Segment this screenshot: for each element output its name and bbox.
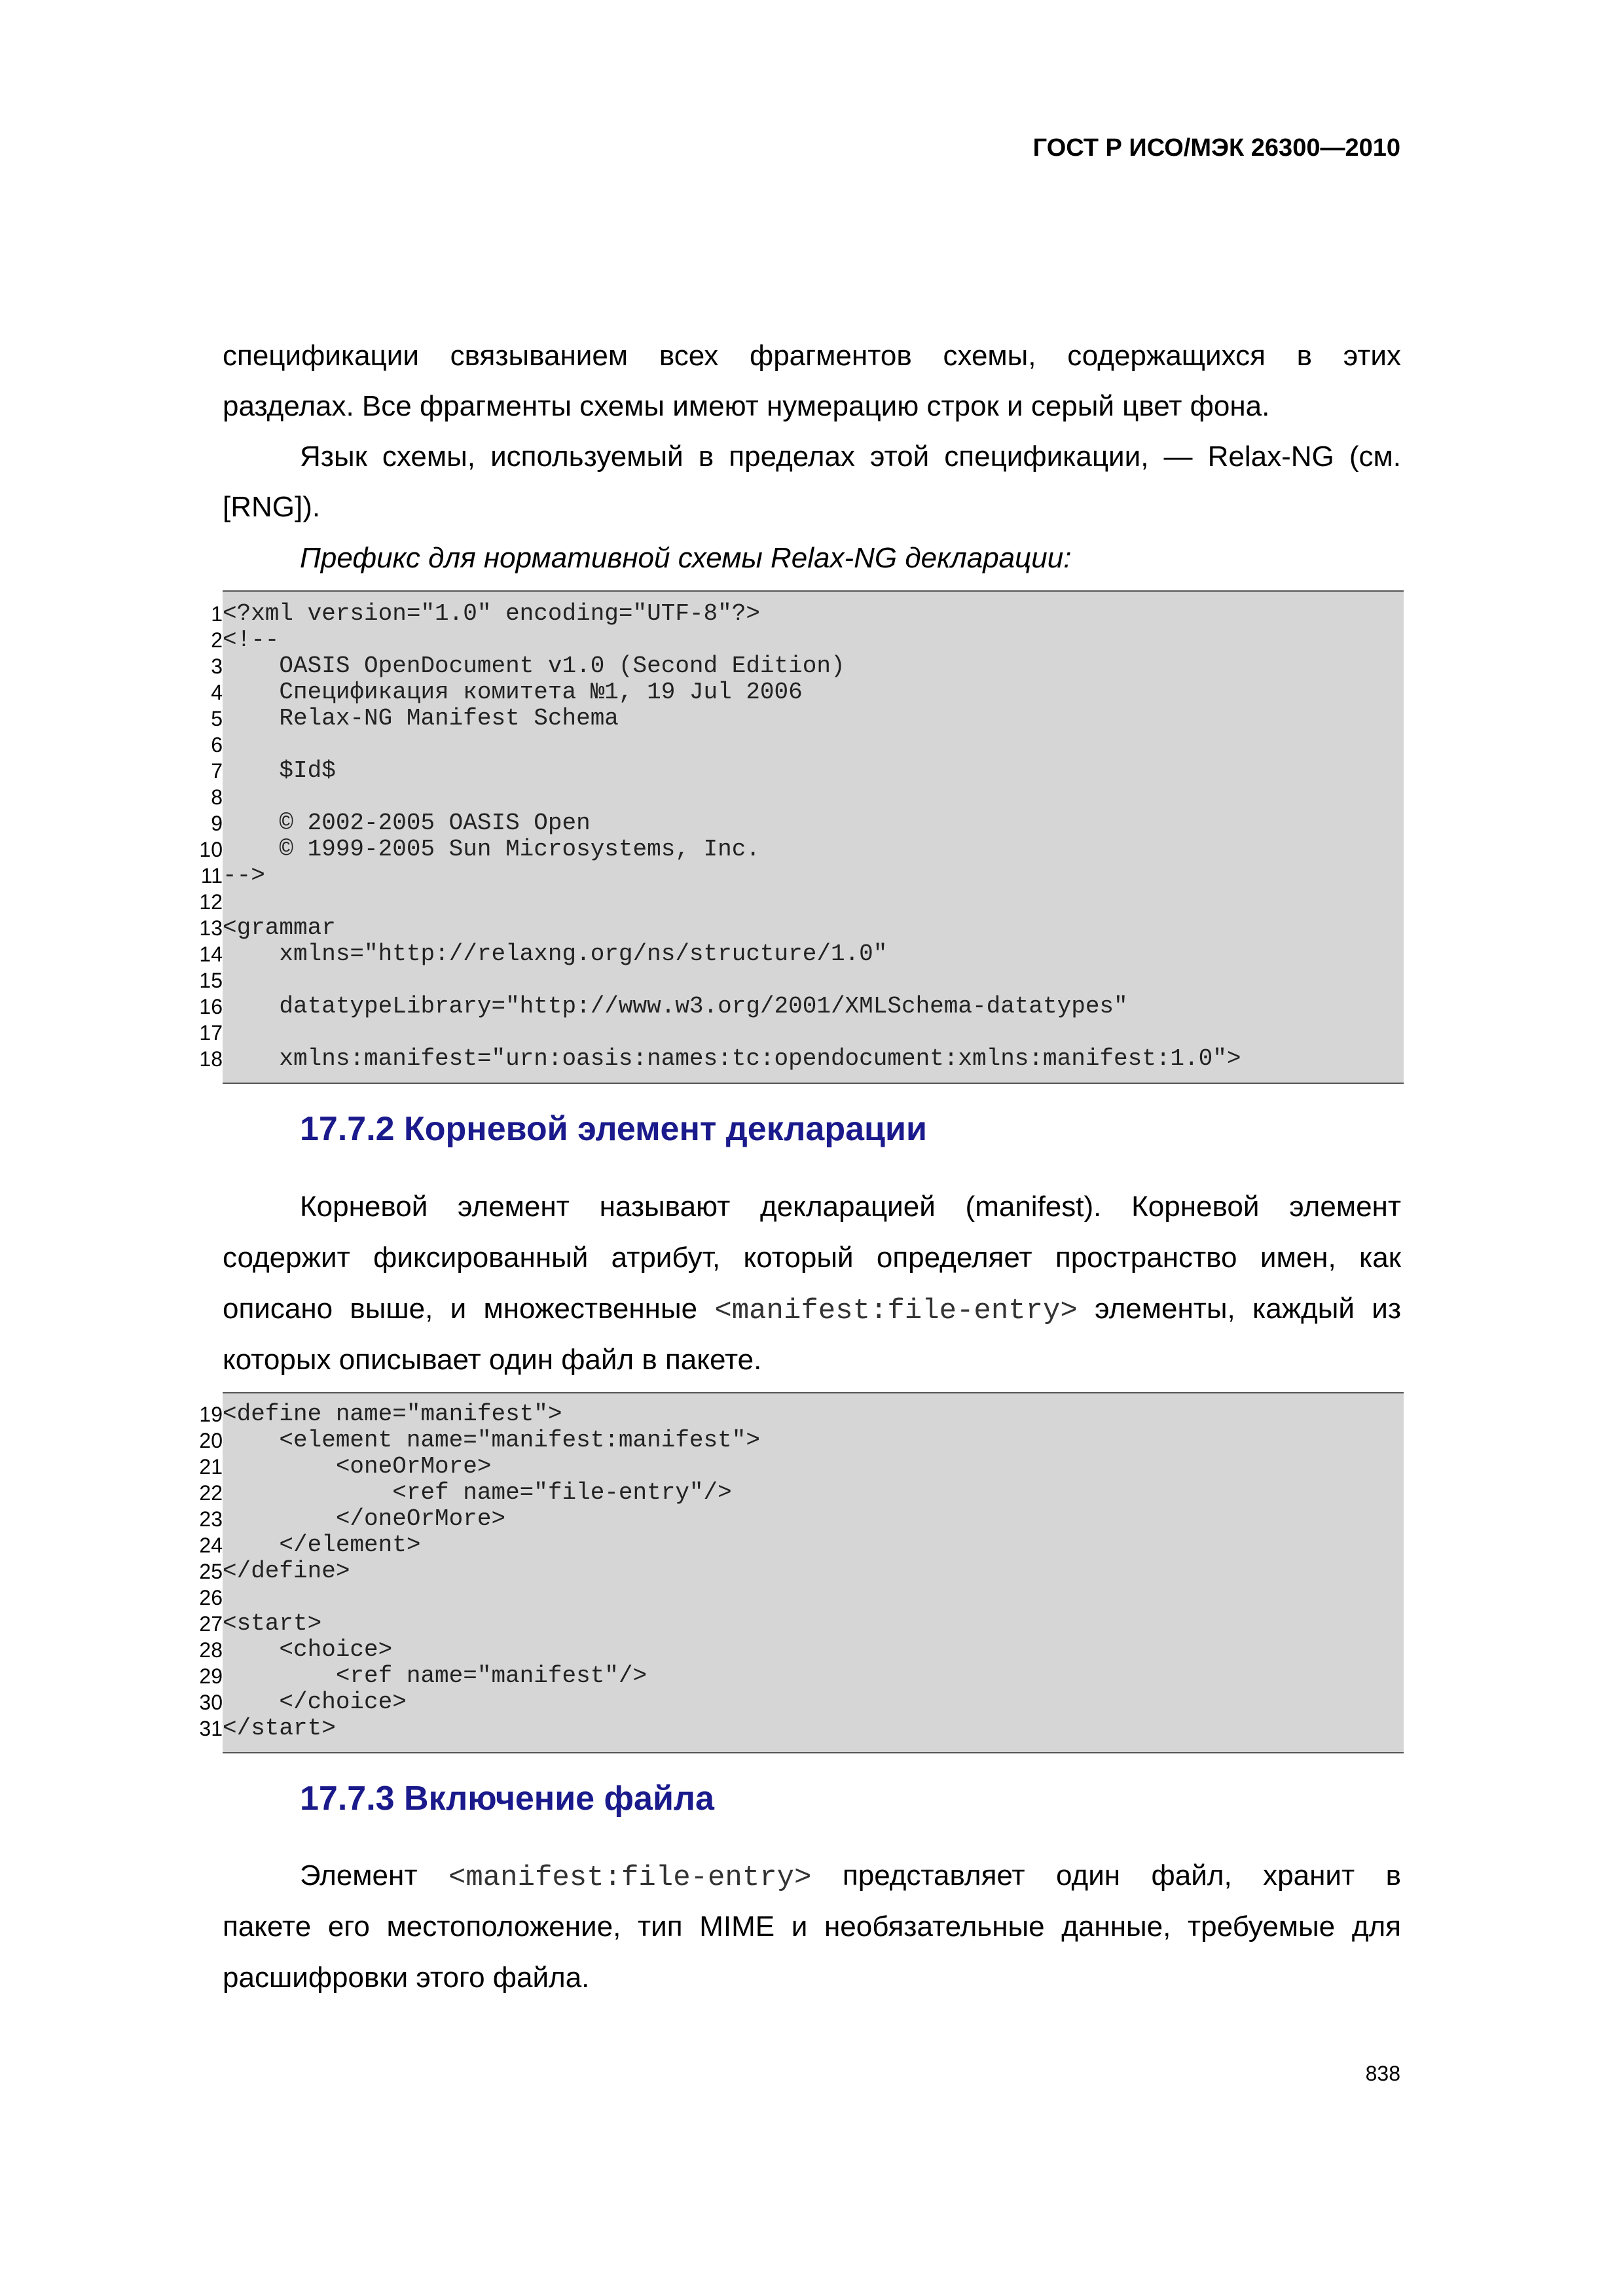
section-paragraph-line: содержит фиксированный атрибут, который определяет пространство имен, как [223,1242,1401,1274]
line-number: 19 [199,1403,223,1426]
code-block-manifest-define [199,1392,1404,1753]
line-number: 22 [199,1481,223,1505]
code-text: <ref name="manifest"/> [223,1662,647,1689]
code-text: </define> [223,1558,350,1585]
code-text: <?xml version="1.0" encoding="UTF-8"?> [223,600,760,627]
line-number: 1 [211,602,223,626]
inline-code: <manifest:file-entry> [448,1861,812,1894]
code-text: </start> [223,1715,336,1742]
line-number: 4 [211,681,223,704]
code-text: </oneOrMore> [223,1505,506,1532]
line-number: 25 [199,1560,223,1583]
paragraph-text: представляет один файл, хранит в [811,1859,1401,1892]
line-number: 18 [199,1047,223,1071]
line-number: 6 [211,733,223,757]
code-text: --> [223,862,265,889]
section-paragraph-line: которых описывает один файл в пакете. [223,1344,762,1376]
section-heading-file-entry: 17.7.3 Включение файла [300,1780,714,1818]
code-text: <start> [223,1610,322,1637]
section-paragraph-line [223,1850,1401,1903]
intro-paragraph-line: спецификации связыванием всех фрагментов схемы, содержащихся в этих [223,340,1401,372]
line-number: 21 [199,1455,223,1479]
line-number: 24 [199,1534,223,1557]
code-caption: Префикс для нормативной схемы Relax-NG декларации: [300,542,1072,574]
line-number: 5 [211,707,223,730]
code-text: © 2002-2005 OASIS Open [223,810,591,836]
code-text: Relax-NG Manifest Schema [223,705,619,732]
section-paragraph-line: Корневой элемент называют декларацией (manifest). Корневой элемент [300,1191,1401,1223]
line-number: 17 [199,1021,223,1045]
line-number: 9 [211,812,223,835]
section-paragraph-line: расшифровки этого файла. [223,1962,590,1994]
code-text: </element> [223,1532,421,1558]
line-number: 3 [211,655,223,678]
line-number: 7 [211,759,223,783]
code-text: <element name="manifest:manifest"> [223,1427,760,1454]
line-number: 16 [199,995,223,1018]
code-text: Спецификация комитета №1, 19 Jul 2006 [223,679,803,706]
section-heading-root-element: 17.7.2 Корневой элемент декларации [300,1110,927,1148]
code-text: <grammar [223,914,336,941]
code-text: xmlns:manifest="urn:oasis:names:tc:opendocument:xmlns:manifest:1.0"> [223,1045,1241,1072]
schema-language-paragraph-line: [RNG]). [223,491,321,523]
code-text: OASIS OpenDocument v1.0 (Second Edition) [223,653,845,679]
line-number: 12 [199,890,223,914]
paragraph-text: Элемент [300,1859,448,1892]
line-number: 28 [199,1638,223,1662]
code-text: <oneOrMore> [223,1453,492,1480]
code-text: <!-- [223,626,280,653]
paragraph-text: элементы, каждый из [1077,1293,1402,1325]
intro-paragraph-line: разделах. Все фрагменты схемы имеют нумерацию строк и серый цвет фона. [223,390,1270,422]
line-number: 8 [211,785,223,809]
document-header: ГОСТ Р ИСО/МЭК 26300—2010 [1032,134,1400,162]
line-number: 15 [199,969,223,992]
code-block-schema-prefix [199,590,1404,1084]
line-number: 23 [199,1507,223,1531]
code-text: </choice> [223,1689,407,1715]
line-number: 11 [200,864,223,888]
line-number: 27 [199,1612,223,1636]
inline-code: <manifest:file-entry> [714,1295,1078,1327]
schema-language-paragraph-line: Язык схемы, используемый в пределах этой спецификации, — Relax-NG (см. [300,440,1401,473]
code-text: <ref name="file-entry"/> [223,1479,732,1506]
section-paragraph-line [223,1283,1401,1336]
line-number: 13 [199,916,223,940]
code-text: datatypeLibrary="http://www.w3.org/2001/XMLSchema-datatypes" [223,993,1128,1020]
line-number: 2 [211,628,223,652]
page-number: 838 [1365,2062,1400,2085]
line-number: 26 [199,1586,223,1609]
code-text: $Id$ [223,757,336,784]
code-text: © 1999-2005 Sun Microsystems, Inc. [223,836,760,863]
line-number: 29 [199,1664,223,1688]
line-number: 30 [199,1691,223,1714]
code-text: xmlns="http://relaxng.org/ns/structure/1.0" [223,941,888,967]
line-number: 31 [199,1717,223,1740]
code-text: <choice> [223,1636,393,1663]
line-number: 14 [199,942,223,966]
code-text: <define name="manifest"> [223,1401,562,1427]
line-number: 10 [199,838,223,861]
paragraph-text: описано выше, и множественные [223,1293,715,1325]
section-paragraph-line: пакете его местоположение, тип MIME и необязательные данные, требуемые для [223,1910,1401,1943]
line-number: 20 [199,1429,223,1452]
